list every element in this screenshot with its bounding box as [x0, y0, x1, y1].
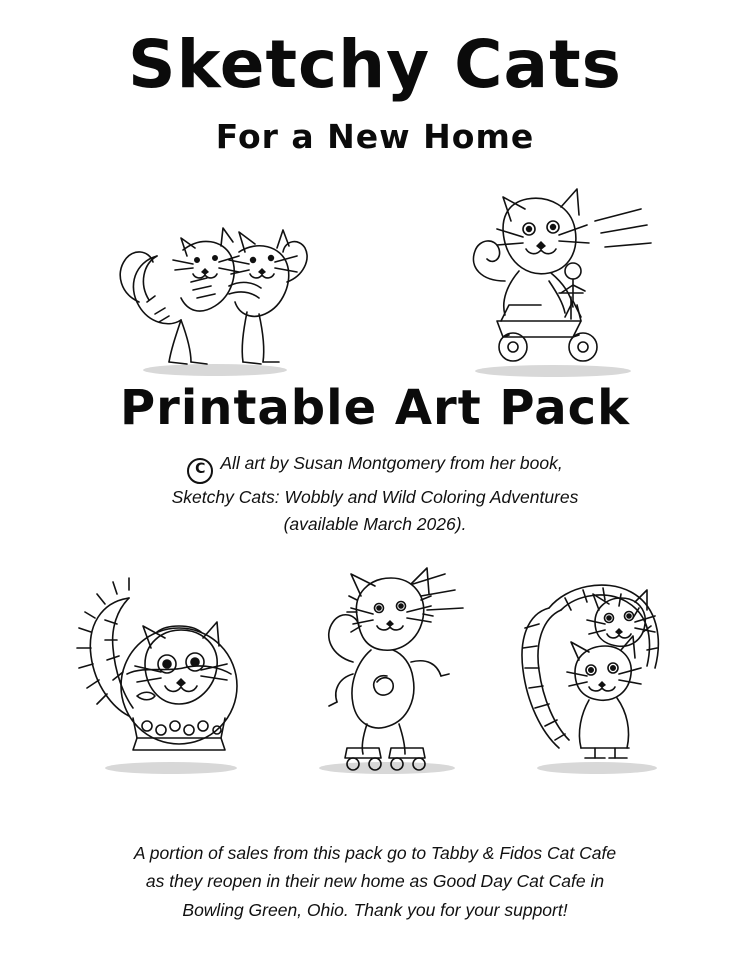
credit-line-3: (available March 2026).: [283, 513, 467, 534]
footer-note: [0, 839, 750, 924]
credit-line-1: All art by Susan Montgomery from her book,: [220, 453, 563, 474]
two-cats-hugging-illustration: [509, 568, 679, 778]
page-title: Sketchy Cats: [128, 26, 622, 103]
pack-title: Printable Art Pack: [119, 380, 631, 437]
illustration-row-top: [0, 180, 750, 380]
credit-block: [95, 450, 655, 537]
footer-line-3: Bowling Green, Ohio. Thank you for your support!: [182, 899, 568, 920]
illustration-row-bottom: [0, 563, 750, 778]
roller-skating-cat-illustration: [295, 566, 475, 778]
footer-line-2: as they reopen in their new home as Good Day Cat Cafe in: [145, 871, 605, 892]
cat-on-scooter-illustration: [445, 185, 655, 380]
page-subtitle: For a New Home: [215, 117, 535, 157]
footer-line-1: A portion of sales from this pack go to Tabby & Fidos Cat Cafe: [133, 842, 617, 863]
credit-line-2: Sketchy Cats: Wobbly and Wild Coloring Adventures: [171, 487, 579, 508]
cat-in-fishbowl-illustration: [71, 568, 261, 778]
copyright-icon: C: [187, 458, 213, 484]
dancing-cats-illustration: [95, 190, 325, 380]
